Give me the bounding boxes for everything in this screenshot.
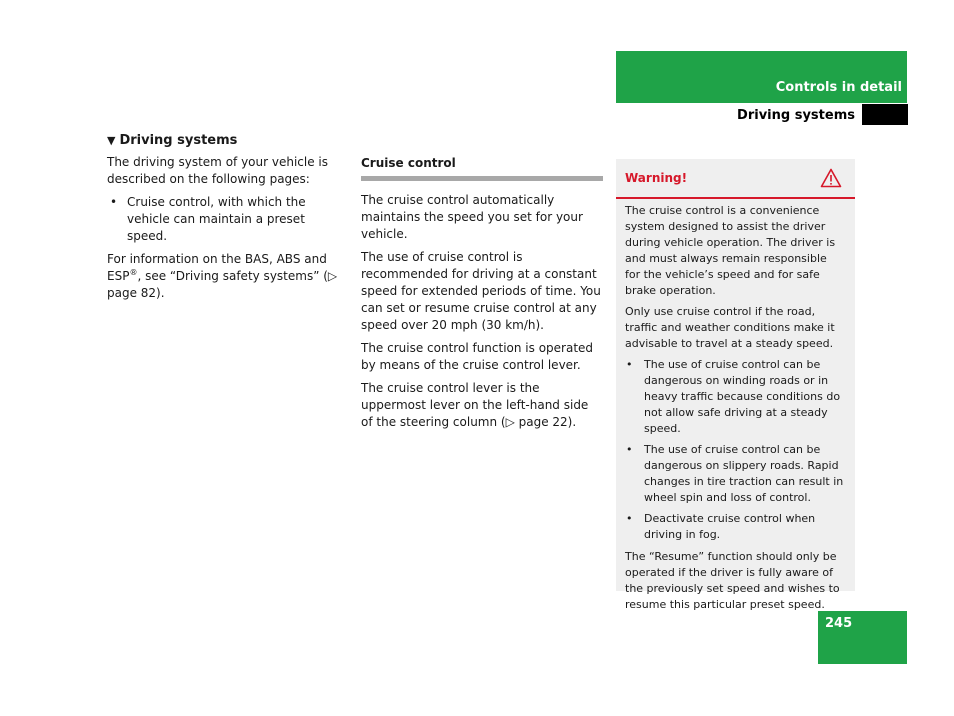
warning-paragraph: The cruise control is a convenience system designed to assist the driver during vehicle operation. The driver is and must always remain responsible for the vehicle’s speed and for safe brake operation.: [625, 204, 836, 297]
warning-closing: The “Resume” function should only be operated if the driver is fully aware of the previously set speed and wishes to resume this particular preset speed.: [625, 550, 840, 611]
list-item: • The use of cruise control can be dangerous on winding roads or in heavy traffic because conditions do not allow safe driving at a steady speed.: [625, 357, 845, 437]
warning-header: [616, 159, 855, 199]
chapter-title: Controls in detail: [775, 80, 902, 95]
list-item: • Deactivate cruise control when driving in fog.: [625, 511, 845, 543]
page-number-box: [818, 611, 907, 664]
paragraph: The cruise control automatically maintains the speed you set for your vehicle.: [361, 193, 583, 241]
cruise-control-heading: Cruise control: [361, 155, 603, 181]
section-title: Driving systems: [737, 108, 855, 123]
list-item: • The use of cruise control can be dangerous on slippery roads. Rapid changes in tire traction can result in wheel spin and loss of control.: [625, 442, 845, 506]
registered-mark: ®: [129, 268, 138, 277]
chapter-header-bar: [616, 51, 907, 103]
warning-title: Warning!: [625, 171, 688, 185]
paragraph: The use of cruise control is recommended for driving at a constant speed for extended periods of time. You can set or resume cruise control at any speed over 20 mph (30 km/h).: [361, 250, 601, 332]
paragraph: The cruise control lever is the uppermost lever on the left-hand side of the steering column (▷ page 22).: [361, 381, 589, 429]
left-column: [107, 132, 347, 308]
info-paragraph: [107, 251, 347, 302]
middle-column: [361, 155, 603, 437]
section-tab-marker: [862, 104, 908, 125]
warning-list: [625, 357, 845, 543]
list-item: • Cruise control, with which the vehicle can maintain a preset speed.: [107, 194, 347, 245]
heading-text: Driving systems: [119, 133, 238, 148]
triangle-down-icon: ▼: [107, 134, 116, 147]
page-number: 245: [825, 616, 853, 631]
driving-systems-heading: [107, 132, 347, 149]
warning-body: [616, 199, 855, 613]
warning-box: [616, 159, 855, 611]
paragraph: The cruise control function is operated by means of the cruise control lever.: [361, 341, 594, 372]
info-suffix: , see “Driving safety systems” (▷ page 82).: [107, 269, 338, 300]
info-prefix: For information on the BAS, ABS and ESP: [107, 252, 327, 283]
systems-list: [107, 194, 347, 245]
warning-triangle-icon: [820, 168, 842, 188]
warning-paragraph: Only use cruise control if the road, traffic and weather conditions make it advisable to travel at a steady speed.: [625, 305, 835, 350]
intro-paragraph: The driving system of your vehicle is described on the following pages:: [107, 155, 329, 186]
